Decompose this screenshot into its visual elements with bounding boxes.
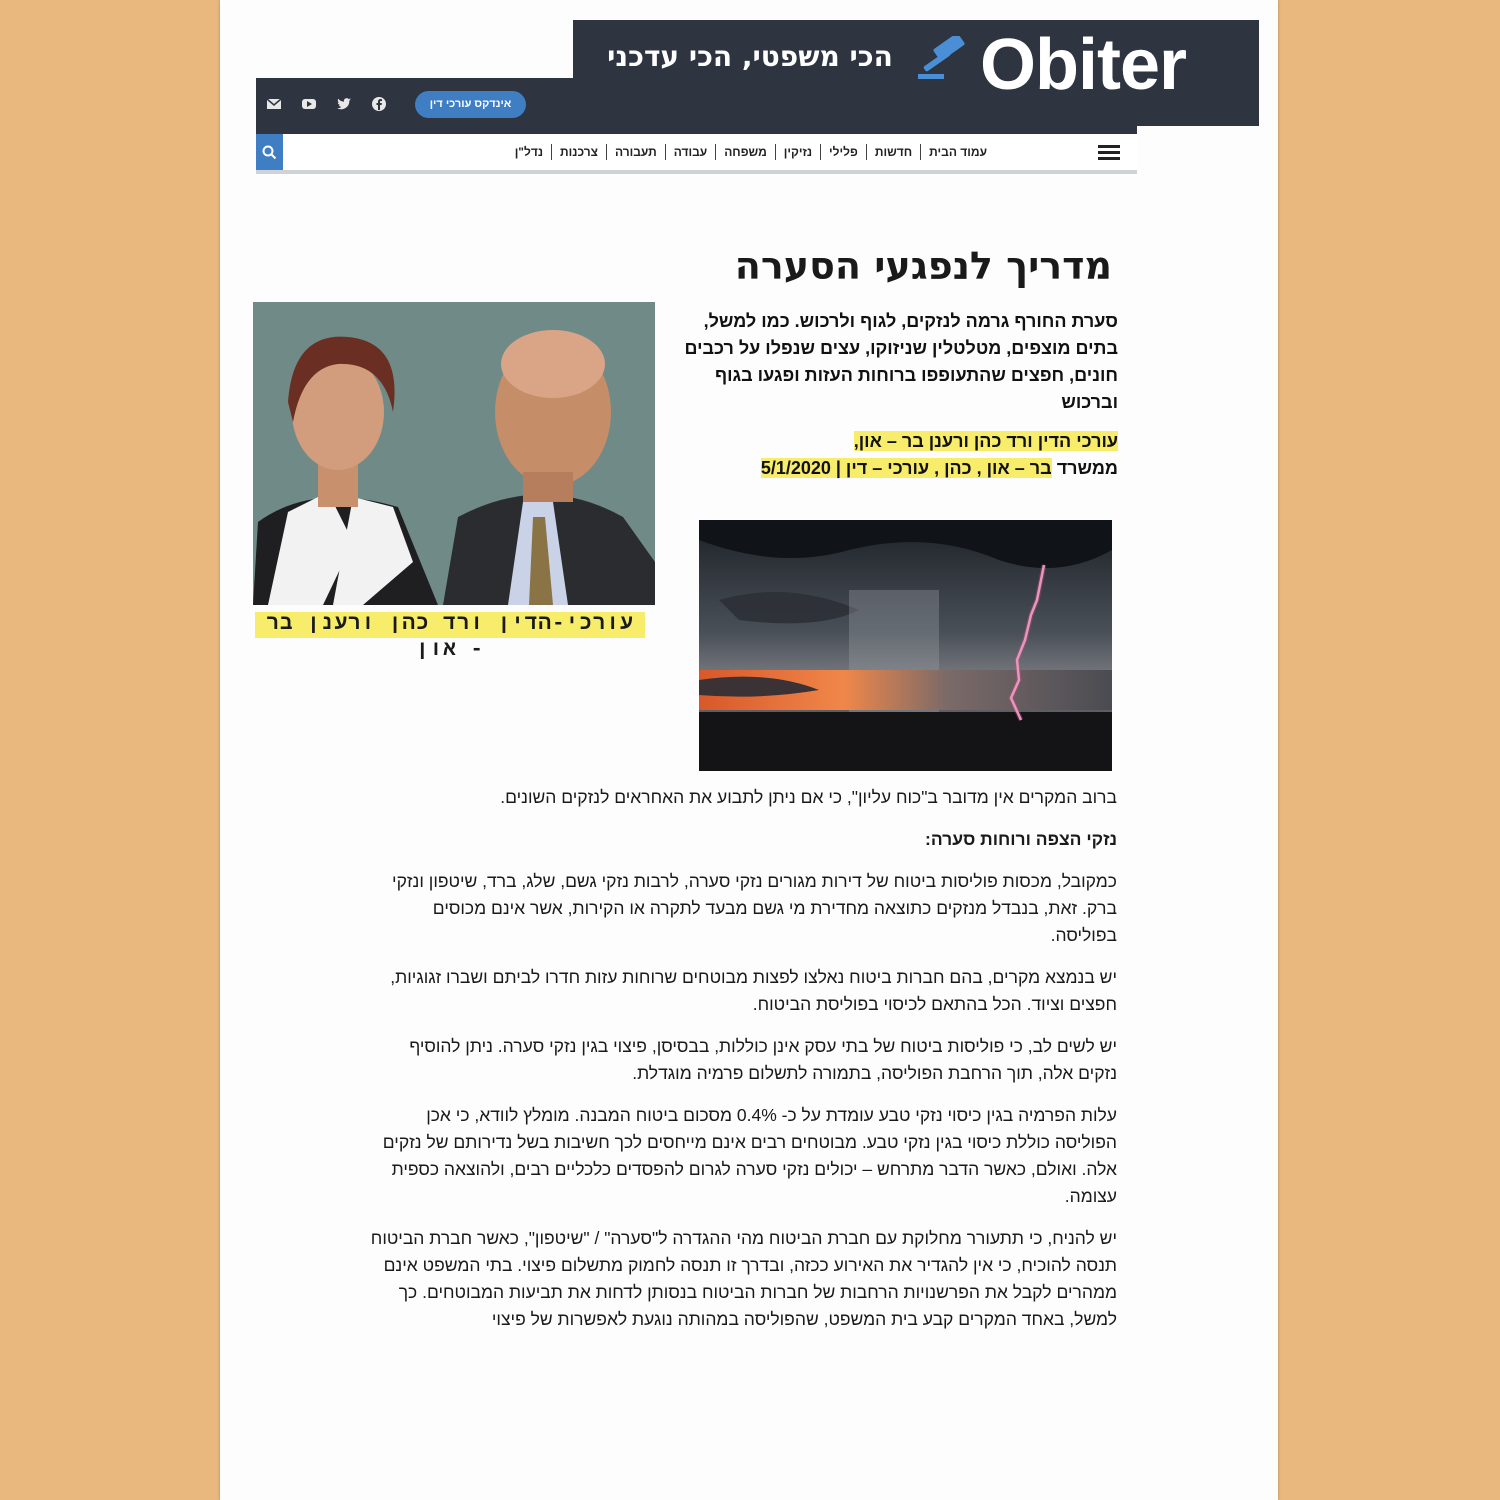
paragraph-5: עלות הפרמיה בגין כיסוי נזקי טבע עומדת על כ- 0.4% מסכום ביטוח המבנה. מומלץ לוודא, כי אכן הפוליסה כוללת כיסוי בגין נזקי טבע. מבוטחים רבים אינם מייחסים לכך חשיבות בשל נדירותם של נזקים אלה. ואולם, כאשר הדבר מתרחש – יכולים נזקי סערה לגרום להפסדים כלכליים רבים, ולהוצאה כספית עצומה. (382, 1105, 1117, 1206)
photo-caption: עורכי-הדין ורד כהן ורענן בר - און (255, 612, 645, 638)
article-byline (640, 428, 1118, 482)
nav-item-realestate[interactable]: נדל"ן (514, 145, 544, 159)
nav-item-criminal[interactable]: פלילי (829, 145, 858, 159)
search-icon (262, 145, 277, 160)
hamburger-menu-icon[interactable] (1098, 145, 1120, 161)
search-button[interactable] (256, 134, 283, 170)
nav-item-traffic[interactable]: תעבורה (614, 145, 657, 159)
paragraph-2: כמקובל, מכסות פוליסות ביטוח של דירות מגורים נזקי סערה, לרבות נזקי גשם, שלג, ברד, שיטפון ונזקי ברק. זאת, בנבדל מנזקים כתוצאה מחדירת מי גשם מבעד לתקרה או הקירות, אשר אינם מכוסים בפוליסה. (392, 871, 1117, 945)
nav-item-family[interactable]: משפחה (724, 145, 767, 159)
paragraph-3: יש בנמצא מקרים, בהם חברות ביטוח נאלצו לפצות מבוטחים שרוחות עזות חדרו לביתם ושברו זגוגיות, חפצים וציוד. הכל בהתאם לכיסוי בפוליסת הביטוח. (390, 967, 1117, 1014)
article-intro: סערת החורף גרמה לנזקים, לגוף ולרכוש. כמו למשל, בתים מוצפים, מטלטלין שניזוקו, עצים שנפלו על רכבים חונים, חפצים שהתעופפו ברוחות העזות ופגעו בגוף וברכוש (684, 311, 1118, 412)
header-strip (573, 126, 1137, 134)
paragraph-6: יש להניח, כי תתעורר מחלוקת עם חברת הביטוח מהי ההגדרה ל"סערה" / "שיטפון", כאשר חברת הביטוח תנסה להוכיח, כי אין להגדיר את האירוע ככזה, ובדרך זו תנסה לחמוק מתשלום פיצוי. בתי המשפט אינם ממהרים לקבל את הפרשנויות הרחבות של חברות הביטוח בנסותן לדחות את תביעות המבוטחים. כך למשל, באחד המקרים קבע בית המשפט, שהפוליסה במהותה נוגעת לאפשרות של פיצוי (370, 1228, 1117, 1329)
nav-item-news[interactable]: חדשות (874, 145, 913, 159)
envelope-icon[interactable] (266, 96, 282, 112)
article-body (370, 784, 1117, 1348)
lawyer-index-button[interactable]: אינדקס עורכי דין (415, 91, 526, 118)
nav-item-home[interactable]: עמוד הבית (929, 145, 987, 159)
site-tagline: הכי משפטי, הכי עדכני (607, 40, 893, 73)
subheading-floods-winds: נזקי הצפה ורוחות סערה: (925, 829, 1117, 849)
nav-items (395, 134, 995, 170)
site-logo[interactable]: Obiter (980, 25, 1187, 105)
byline-from: ממשרד (1056, 458, 1118, 478)
paragraph-4: יש לשים לב, כי פוליסות ביטוח של בתי עסק אינן כוללות, בבסיסן, פיצוי בגין נזקי סערה. ניתן להוסיף נזקים אלה, תוך הרחבת הפוליסה, בתמורה לתשלום פרמיה מוגדלת. (409, 1036, 1117, 1083)
paragraph-1: ברוב המקרים אין מדובר ב"כוח עליון", כי אם ניתן לתבוע את האחראים לנזקים השונים. (500, 787, 1117, 807)
twitter-icon[interactable] (336, 96, 352, 112)
nav-item-consumer[interactable]: צרכנות (560, 145, 598, 159)
byline-authors: עורכי הדין ורד כהן ורענן בר – און, (853, 431, 1118, 451)
lawyers-photo (253, 302, 655, 605)
nav-item-torts[interactable]: נזיקין (783, 145, 813, 159)
byline-firm-date: בר – און , כהן , עורכי – דין | 5/1/2020 (760, 458, 1052, 478)
nav-item-labor[interactable]: עבודה (673, 145, 708, 159)
facebook-icon[interactable] (371, 96, 387, 112)
storm-lightning-photo (699, 520, 1112, 771)
youtube-icon[interactable] (301, 96, 317, 112)
article-title: מדריך לנפגעי הסערה (734, 244, 1112, 288)
gavel-icon (916, 36, 972, 82)
